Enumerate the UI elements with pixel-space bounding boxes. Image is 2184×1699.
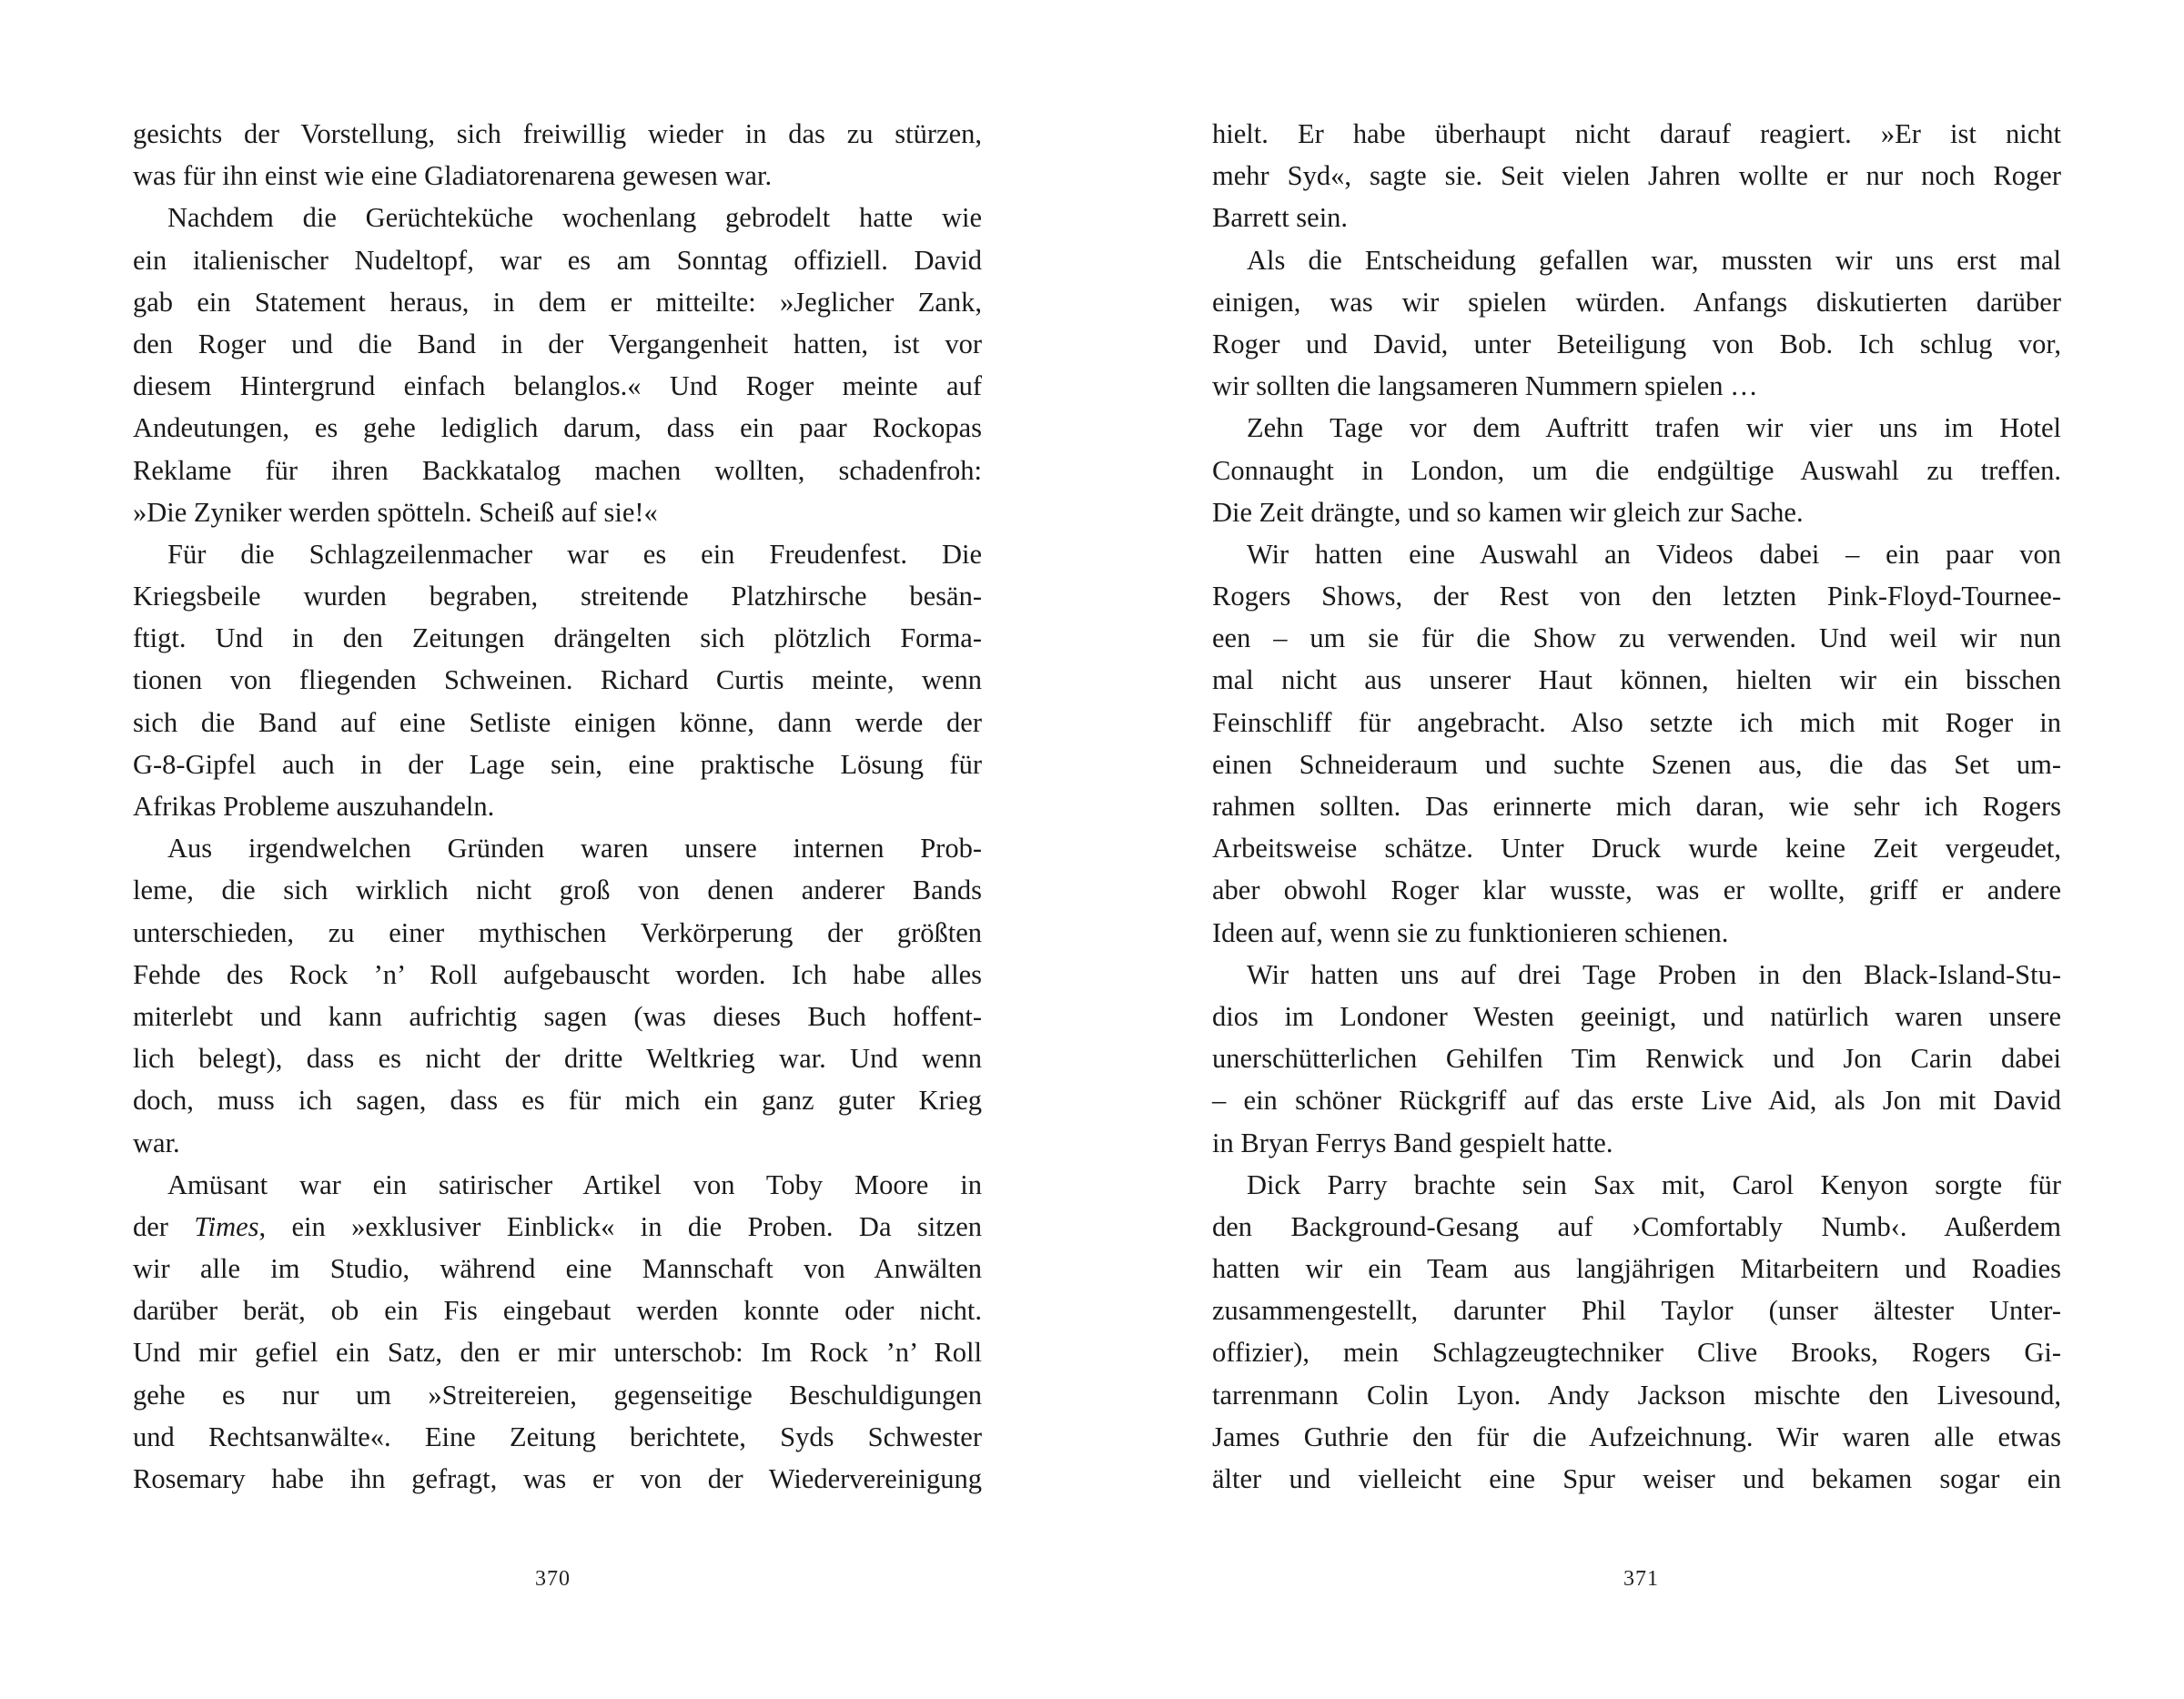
- text-line: wir sollten die langsameren Nummern spielen …: [1212, 370, 1758, 402]
- text-line: Und mir gefiel ein Satz, den er mir unterschob: Im Rock ’n’ Roll: [133, 1337, 982, 1369]
- text-line: Rogers Shows, der Rest von den letzten Pink-Floyd-Tournee-: [1212, 581, 2061, 612]
- text-line: älter und vielleicht eine Spur weiser und bekamen sogar ein: [1212, 1463, 2061, 1494]
- text-line: unterschieden, zu einer mythischen Verkörperung der größten: [133, 916, 982, 948]
- text-line: mehr Syd«, sagte sie. Seit vielen Jahren wollte er nur noch Roger: [1212, 160, 2061, 192]
- left-page-body: [133, 113, 982, 1500]
- paragraph: [133, 1164, 982, 1501]
- text-segment: der: [133, 1210, 195, 1242]
- text-line: war.: [133, 1127, 180, 1158]
- text-line: gab ein Statement heraus, in dem er mitteilte: »Jeglicher Zank,: [133, 286, 982, 318]
- paragraph: [1212, 239, 2061, 408]
- text-segment: , ein »exklusiver Einblick« in die Proben. Da sitzen: [258, 1210, 982, 1242]
- text-line: tarrenmann Colin Lyon. Andy Jackson mischte den Livesound,: [1212, 1379, 2061, 1411]
- text-line: Barrett sein.: [1212, 202, 1349, 234]
- text-line: Feinschliff für angebracht. Also setzte ich mich mit Roger in: [1212, 706, 2061, 738]
- text-line: James Guthrie den für die Aufzeichnung. Wir waren alle etwas: [1212, 1421, 2061, 1452]
- paragraph: [1212, 1164, 2061, 1501]
- text-line: was für ihn einst wie eine Gladiatorenarena gewesen war.: [133, 160, 773, 192]
- text-line: gehe es nur um »Streitereien, gegenseitige Beschuldigungen: [133, 1379, 982, 1411]
- paragraph: [133, 197, 982, 533]
- text-line: wir alle im Studio, während eine Mannschaft von Anwälten: [133, 1253, 982, 1285]
- text-line: Die Zeit drängte, und so kamen wir gleich zur Sache.: [1212, 496, 1804, 528]
- paragraph: [133, 533, 982, 827]
- text-line: Wir hatten uns auf drei Tage Proben in den Black-Island-Stu-: [1247, 958, 2061, 990]
- text-line: Afrikas Probleme auszuhandeln.: [133, 791, 495, 822]
- text-line: lich belegt), dass es nicht der dritte Weltkrieg war. Und wenn: [133, 1043, 982, 1075]
- text-line: den Background-Gesang auf ›Comfortably Numb‹. Außerdem: [1212, 1210, 2061, 1242]
- text-line: Andeutungen, es gehe lediglich darum, dass ein paar Rockopas: [133, 412, 982, 444]
- text-line: darüber berät, ob ein Fis eingebaut werden konnte oder nicht.: [133, 1295, 982, 1327]
- text-line: dios im Londoner Westen geeinigt, und natürlich waren unsere: [1212, 1000, 2061, 1032]
- text-line: Connaught in London, um die endgültige Auswahl zu treffen.: [1212, 454, 2061, 486]
- text-line: einigen, was wir spielen würden. Anfangs diskutierten darüber: [1212, 286, 2061, 318]
- text-line: einen Schneideraum und suchte Szenen aus, die das Set um-: [1212, 748, 2061, 780]
- text-line: Dick Parry brachte sein Sax mit, Carol Kenyon sorgte für: [1247, 1168, 2061, 1200]
- text-line: Aus irgendwelchen Gründen waren unsere internen Prob-: [167, 833, 982, 865]
- text-line: hatten wir ein Team aus langjährigen Mitarbeitern und Roadies: [1212, 1253, 2061, 1285]
- text-line: – ein schöner Rückgriff auf das erste Live Aid, als Jon mit David: [1212, 1085, 2061, 1117]
- text-line: Für die Schlagzeilenmacher war es ein Freudenfest. Die: [167, 538, 982, 570]
- text-line: den Roger und die Band in der Vergangenheit hatten, ist vor: [133, 328, 982, 359]
- paragraph: [133, 113, 982, 197]
- text-line: Reklame für ihren Backkatalog machen wollten, schadenfroh:: [133, 454, 982, 486]
- paragraph: [1212, 113, 2061, 239]
- text-line: diesem Hintergrund einfach belanglos.« Und Roger meinte auf: [133, 370, 982, 402]
- text-line: Roger und David, unter Beteiligung von Bob. Ich schlug vor,: [1212, 328, 2061, 359]
- text-line: rahmen sollten. Das erinnerte mich daran, wie sehr ich Rogers: [1212, 791, 2061, 822]
- page-number-left: 370: [535, 1567, 571, 1591]
- text-line: Nachdem die Gerüchteküche wochenlang gebrodelt hatte wie: [167, 202, 982, 234]
- text-line: ftigt. Und in den Zeitungen drängelten sich plötzlich Forma-: [133, 622, 982, 654]
- text-line: Amüsant war ein satirischer Artikel von Toby Moore in: [167, 1168, 982, 1200]
- text-line: Arbeitsweise schätze. Unter Druck wurde keine Zeit vergeudet,: [1212, 833, 2061, 865]
- text-line: tionen von fliegenden Schweinen. Richard Curtis meinte, wenn: [133, 664, 982, 696]
- paragraph: [1212, 954, 2061, 1164]
- text-line: doch, muss ich sagen, dass es für mich ein ganz guter Krieg: [133, 1085, 982, 1117]
- page-number-right: 371: [1623, 1567, 1659, 1591]
- paragraph: [133, 827, 982, 1164]
- text-line: Zehn Tage vor dem Auftritt trafen wir vier uns im Hotel: [1247, 412, 2061, 444]
- text-line: Kriegsbeile wurden begraben, streitende Platzhirsche besän-: [133, 581, 982, 612]
- text-line: [133, 1206, 982, 1248]
- text-line: Rosemary habe ihn gefragt, was er von der Wiedervereinigung: [133, 1463, 982, 1494]
- italic-title: Times: [194, 1210, 259, 1242]
- text-line: Wir hatten eine Auswahl an Videos dabei – ein paar von: [1247, 538, 2061, 570]
- text-line: in Bryan Ferrys Band gespielt hatte.: [1212, 1127, 1613, 1158]
- text-line: G-8-Gipfel auch in der Lage sein, eine praktische Lösung für: [133, 748, 982, 780]
- right-page-body: [1212, 113, 2061, 1500]
- text-line: aber obwohl Roger klar wusste, was er wollte, griff er andere: [1212, 875, 2061, 906]
- text-line: zusammengestellt, darunter Phil Taylor (unser ältester Unter-: [1212, 1295, 2061, 1327]
- text-line: Als die Entscheidung gefallen war, mussten wir uns erst mal: [1247, 244, 2061, 276]
- text-line: offizier), mein Schlagzeugtechniker Clive Brooks, Rogers Gi-: [1212, 1337, 2061, 1369]
- text-line: ein italienischer Nudeltopf, war es am Sonntag offiziell. David: [133, 244, 982, 276]
- paragraph: [1212, 533, 2061, 954]
- text-line: »Die Zyniker werden spötteln. Scheiß auf sie!«: [133, 496, 658, 528]
- text-line: mal nicht aus unserer Haut können, hielten wir ein bisschen: [1212, 664, 2061, 696]
- text-line: Ideen auf, wenn sie zu funktionieren schienen.: [1212, 916, 1729, 948]
- text-line: sich die Band auf eine Setliste einigen könne, dann werde der: [133, 706, 982, 738]
- text-line: Fehde des Rock ’n’ Roll aufgebauscht worden. Ich habe alles: [133, 958, 982, 990]
- text-line: und Rechtsanwälte«. Eine Zeitung berichtete, Syds Schwester: [133, 1421, 982, 1452]
- text-line: hielt. Er habe überhaupt nicht darauf reagiert. »Er ist nicht: [1212, 118, 2061, 149]
- text-line: gesichts der Vorstellung, sich freiwillig wieder in das zu stürzen,: [133, 118, 982, 149]
- text-line: unerschütterlichen Gehilfen Tim Renwick und Jon Carin dabei: [1212, 1043, 2061, 1075]
- text-line: een – um sie für die Show zu verwenden. Und weil wir nun: [1212, 622, 2061, 654]
- text-line: leme, die sich wirklich nicht groß von denen anderer Bands: [133, 875, 982, 906]
- paragraph: [1212, 407, 2061, 533]
- text-line: miterlebt und kann aufrichtig sagen (was dieses Buch hoffent-: [133, 1000, 982, 1032]
